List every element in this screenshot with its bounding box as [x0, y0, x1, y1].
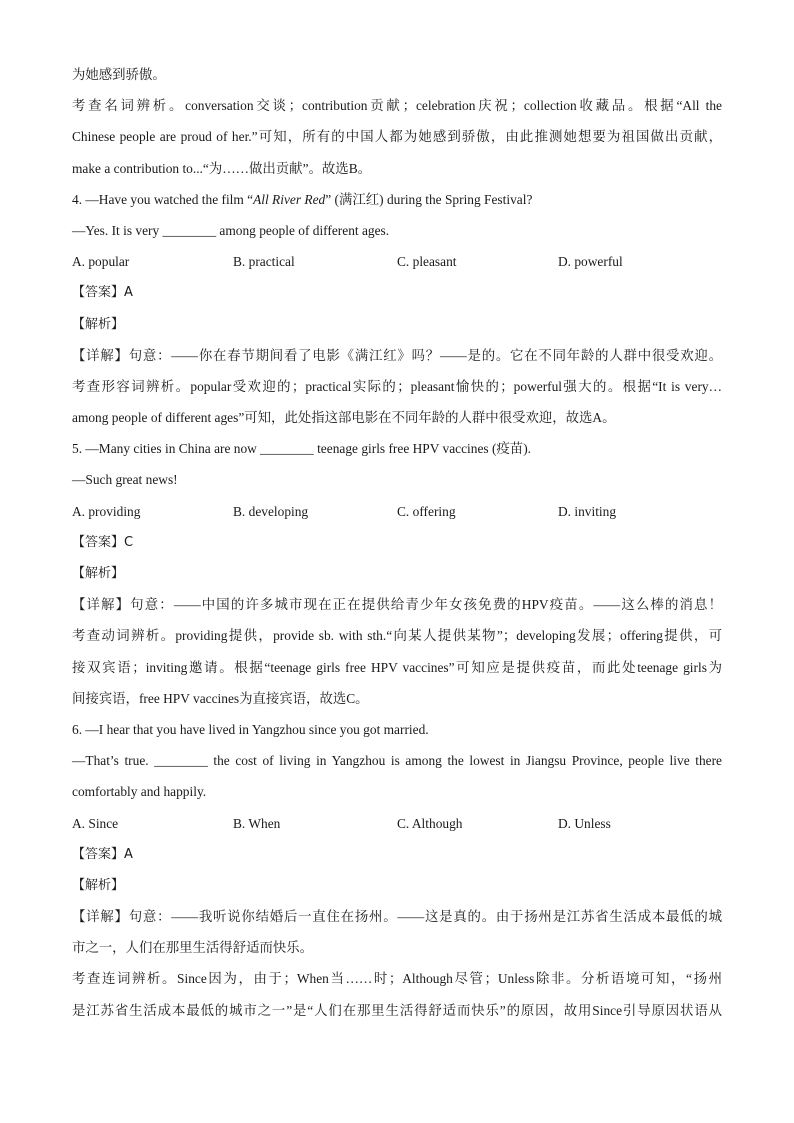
explanation-text: 考查形容词辨析。popular受欢迎的；practical实际的；pleasant愉快的；powerful强大的。根据“It is very…	[72, 378, 722, 394]
question-4-stem: 4. —Have you watched the film “All River Red” (满江红) during the Spring Festival?	[72, 191, 533, 207]
question-5-reply: —Such great news!	[72, 472, 178, 488]
explanation-text: 接双宾语；inviting邀请。根据“teenage girls free HPV vaccines”可知应是提供疫苗，而此处teenage girls为	[72, 659, 722, 675]
answer-label: 【答案】A	[72, 846, 133, 862]
detail-text: 【详解】句意：——中国的许多城市现在正在提供给青少年女孩免费的HPV疫苗。——这么棒的消息！	[72, 597, 722, 613]
option-a: A. Since	[72, 815, 119, 831]
option-c: C. offering	[397, 503, 456, 519]
question-5-options	[72, 501, 722, 532]
option-d: D. inviting	[558, 503, 617, 519]
text-line: 考查名词辨析。conversation交谈；contribution贡献；celebration庆祝；collection收藏品。根据“All the	[72, 98, 722, 114]
option-c: C. pleasant	[397, 254, 457, 270]
explanation-text: 是江苏省生活成本最低的城市之一”是“人们在那里生活得舒适而快乐”的原因，故用Since引导原因状语从	[72, 1002, 722, 1018]
option-b: B. practical	[233, 254, 295, 270]
option-b: B. developing	[233, 503, 309, 519]
question-4-reply: —Yes. It is very ________ among people of different ages.	[72, 222, 390, 238]
question-6-reply: —That’s true. ________ the cost of living in Yangzhou is among the lowest in Jiangsu Province, people live there	[72, 753, 722, 769]
detail-text: 市之一，人们在那里生活得舒适而快乐。	[72, 940, 314, 956]
text-line: Chinese people are proud of her.”可知，所有的中国人都为她感到骄傲，由此推测她想要为祖国做出贡献，	[72, 129, 722, 145]
analysis-label: 【解析】	[72, 877, 125, 893]
question-4-options	[72, 251, 722, 282]
explanation-text: among people of different ages”可知，此处指这部电影在不同年龄的人群中很受欢迎，故选A。	[72, 410, 616, 426]
text-line: make a contribution to...“为……做出贡献”。故选B。	[72, 160, 372, 176]
answer-label: 【答案】C	[72, 534, 134, 550]
option-b: B. When	[233, 815, 281, 831]
question-5-stem: 5. —Many cities in China are now ________ teenage girls free HPV vaccines (疫苗).	[72, 441, 532, 457]
film-title: All River Red	[253, 191, 326, 207]
question-6-stem: 6. —I hear that you have lived in Yangzhou since you got married.	[72, 721, 429, 737]
text-line: 为她感到骄傲。	[72, 67, 166, 82]
analysis-label: 【解析】	[72, 316, 125, 332]
option-d: D. powerful	[558, 254, 623, 270]
explanation-text: 考查连词辨析。Since因为，由于；When当……时；Although尽管；Unless除非。分析语境可知，“扬州	[72, 971, 722, 987]
question-6-options	[72, 813, 722, 844]
explanation-text: 间接宾语，free HPV vaccines为直接宾语，故选C。	[72, 690, 369, 706]
option-d: D. Unless	[558, 815, 611, 831]
detail-text: 【详解】句意：——你在春节期间看了电影《满江红》吗？——是的。它在不同年龄的人群中很受欢迎。	[72, 347, 722, 363]
option-a: A. providing	[72, 503, 141, 519]
explanation-text: 考查动词辨析。providing提供，provide sb. with sth.“向某人提供某物”；developing发展；offering提供，可	[72, 628, 722, 644]
answer-label: 【答案】A	[72, 285, 133, 301]
option-a: A. popular	[72, 254, 130, 270]
detail-text: 【详解】句意：——我听说你结婚后一直住在扬州。——这是真的。由于扬州是江苏省生活成本最低的城	[72, 909, 722, 925]
question-6-reply: comfortably and happily.	[72, 784, 207, 800]
document-body	[72, 64, 722, 1031]
option-c: C. Although	[397, 815, 463, 831]
analysis-label: 【解析】	[72, 566, 125, 581]
